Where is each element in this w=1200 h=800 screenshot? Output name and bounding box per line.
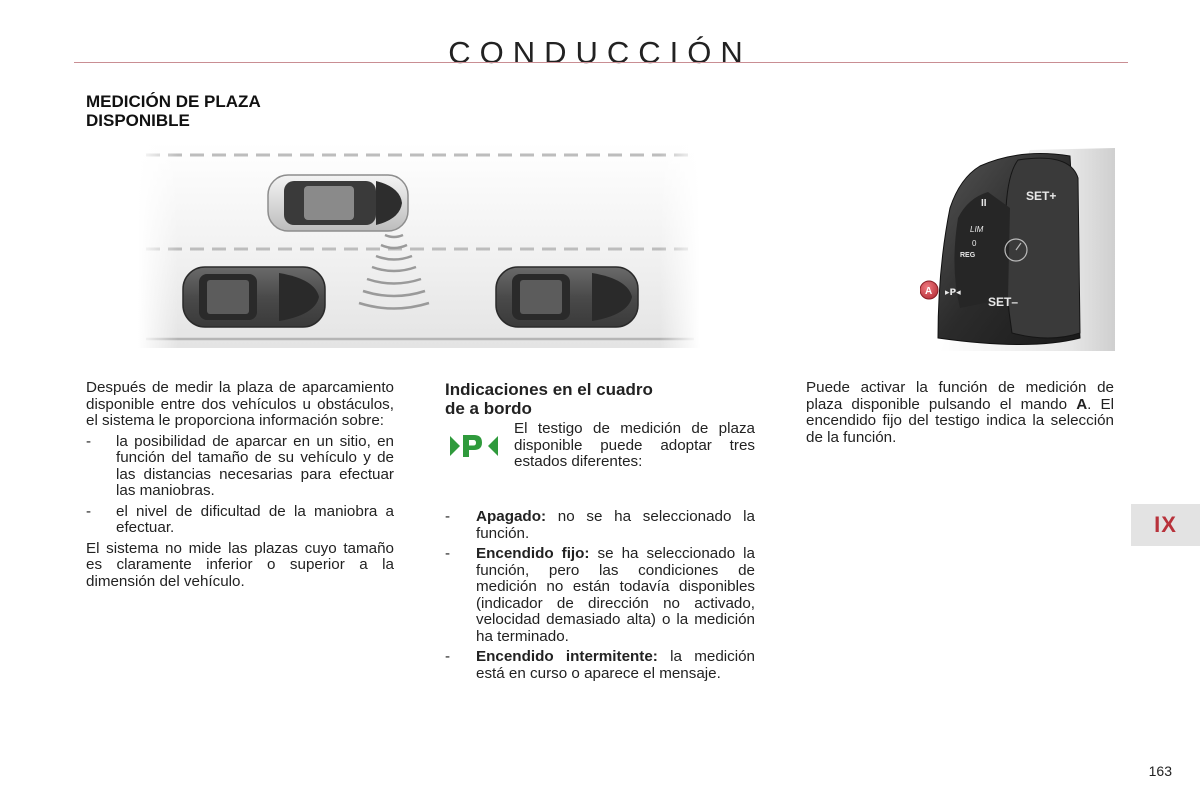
subheading-line-1: Indicaciones en el cuadro	[445, 380, 653, 399]
state-label: Encendido intermitente:	[476, 648, 658, 665]
section-heading-line-2: DISPONIBLE	[86, 111, 190, 130]
control-a-reference: A	[1076, 395, 1088, 413]
section-heading-line-1: MEDICIÓN DE PLAZA	[86, 92, 261, 111]
indicator-description: El testigo de medición de plaza disponible puede adoptar tres estados diferentes:	[514, 420, 755, 470]
activation-text-after: . El encendido fijo del testigo indica la selección de la función.	[806, 395, 1114, 446]
state-label: Encendido fijo:	[476, 545, 590, 562]
right-column	[806, 380, 1114, 446]
state-off: - Apagado: no se ha seleccionado la función.	[445, 508, 755, 542]
subheading-line-2: de a bordo	[445, 399, 532, 418]
list-item: - el nivel de dificultad de la maniobra a efectuar.	[86, 502, 394, 536]
pause-label: II	[981, 198, 987, 209]
indicator-states-list	[445, 509, 755, 682]
list-item: - la posibilidad de aparcar en un sitio, en función del tamaño de su vehículo y de las distancias necesarias para efectuar las maniobras.	[86, 432, 394, 499]
list-item-text: la posibilidad de aparcar en un sitio, en función del tamaño de su vehículo y de las distancias necesarias para efectuar las maniobras.	[116, 432, 394, 499]
parking-space-indicator-icon	[450, 433, 498, 459]
indicator-row	[445, 421, 755, 479]
left-column	[86, 380, 394, 590]
state-flashing: - Encendido intermitente: la medición está en curso o aparece el mensaje.	[445, 648, 755, 682]
parking-space-illustration	[138, 143, 700, 348]
parked-car-left	[183, 267, 325, 327]
intro-paragraph: Después de medir la plaza de aparcamiento disponible entre dos vehículos u obstáculos, el sistema le proporciona información sobre:	[86, 379, 394, 429]
reg-label: REG	[960, 252, 976, 259]
page-number: 163	[1148, 763, 1172, 779]
control-a-label: A	[925, 286, 933, 297]
set-plus-label: SET+	[1026, 189, 1057, 203]
state-text: se ha seleccionado la función, pero las condiciones de medición no están todavía disponibles (indicador de dirección no activado, velocidad demasiado alta) o la medición ha terminado.	[476, 545, 755, 645]
lim-label: LIM	[970, 225, 984, 234]
speed-control-stalk-photo	[920, 148, 1115, 351]
chapter-tab: IX	[1131, 504, 1200, 546]
state-text: no se ha seleccionado la función.	[476, 508, 755, 542]
dashboard-indications-heading	[445, 380, 755, 418]
list-item-text: el nivel de dificultad de la maniobra a efectuar.	[116, 502, 394, 536]
section-heading	[86, 92, 366, 130]
middle-column	[445, 380, 755, 686]
zero-label: 0	[972, 239, 977, 248]
parked-car-right	[496, 267, 638, 327]
info-list	[86, 434, 394, 537]
state-text: la medición está en curso o aparece el mensaje.	[476, 648, 755, 682]
moving-car	[268, 175, 408, 231]
stalk-park-symbol: ▸P◂	[945, 288, 961, 298]
set-minus-label: SET–	[988, 295, 1019, 309]
state-label: Apagado:	[476, 508, 547, 525]
outro-paragraph: El sistema no mide las plazas cuyo tamaño es claramente inferior o superior a la dimensión del vehículo.	[86, 539, 394, 590]
activation-text-before: Puede activar la función de medición de plaza disponible pulsando el mando	[806, 379, 1114, 413]
activation-paragraph	[806, 380, 1114, 446]
page-title: CONDUCCIÓN	[448, 34, 752, 70]
state-fixed-on: - Encendido fijo: se ha seleccionado la función, pero las condiciones de medición no están todavía disponibles (indicador de dirección no activado, velocidad demasiado alta) o la medición ha terminado.	[445, 545, 755, 645]
title-divider	[74, 62, 1128, 63]
